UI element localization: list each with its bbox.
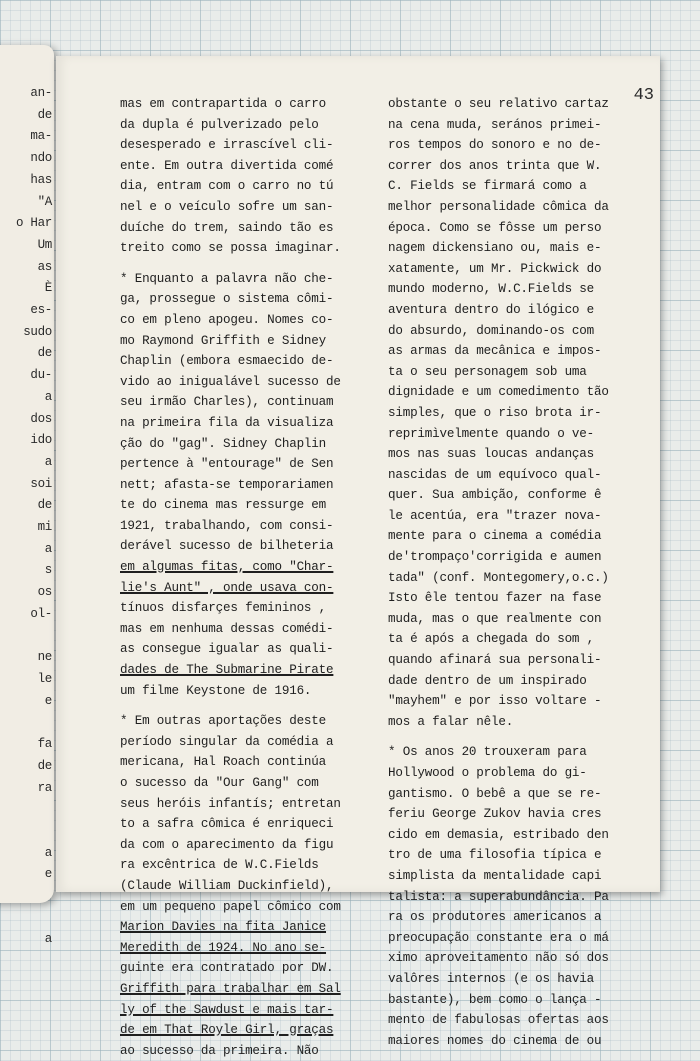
facing-page-fragment: a [44, 541, 52, 556]
text-line: * Em outras aportações deste [120, 714, 327, 729]
text-line: vido ao inigualável sucesso de [120, 374, 341, 389]
text-line: guinte era contratado por DW. [120, 961, 334, 976]
text-line: as armas da mecânica e impos- [388, 344, 602, 359]
facing-page-text-fragments [2, 83, 52, 951]
facing-page-fragment: a [44, 932, 52, 947]
facing-page-fragment: de [37, 107, 52, 122]
text-line: dia, entram com o carro no tú [120, 179, 334, 194]
facing-page-fragment: e [44, 693, 52, 708]
facing-page-fragment: os [37, 585, 52, 600]
facing-page-fragment [2, 626, 52, 648]
text-line: co em pleno apogeu. Nomes co- [120, 312, 334, 327]
text-line: ao sucesso da primeira. Não [120, 1043, 319, 1058]
facing-page-edge [0, 45, 54, 947]
text-line: Hollywood o problema do gi- [388, 766, 587, 780]
text-line: simples, que o riso brota ir- [388, 405, 602, 420]
facing-page-fragment: ndo [30, 151, 52, 166]
facing-page-fragment: ido [30, 433, 52, 448]
facing-page-fragment: Um [37, 237, 52, 252]
text-line: duíche do trem, saindo tão es [120, 220, 334, 235]
facing-page-fragment: es- [30, 303, 52, 318]
text-line: ta é após a chegada do som , [388, 632, 595, 647]
text-line: 1921, trabalhando, com consi- [120, 518, 334, 533]
text-line: dade dentro de um inspirado [388, 673, 587, 688]
text-line: reprimìvelmente quando o ve- [388, 426, 595, 441]
text-line: de em That Royle Girl, graças [120, 1023, 334, 1038]
text-line: cido em demasia, estribado den [388, 827, 609, 842]
text-line: período singular da comédia a [120, 734, 334, 749]
text-line: ta o seu personagem sob uma [388, 364, 587, 379]
facing-page-fragment: o Har [15, 216, 52, 231]
text-line: na primeira fila da visualiza [120, 415, 334, 430]
typewritten-page [56, 56, 660, 1058]
facing-page-fragment: dos [30, 411, 52, 426]
text-line: Chaplin (embora esmaecido de- [120, 354, 334, 369]
page-number: 43 [633, 86, 654, 105]
text-line: (Claude William Duckinfield), [120, 878, 334, 893]
facing-page-fragment: mi [37, 520, 52, 535]
text-line: simplista da mentalidade capi [388, 868, 602, 883]
text-line: * Enquanto a palavra não che- [120, 271, 334, 286]
text-line: melhor personalidade cômica da [388, 199, 609, 214]
text-line: desesperado e irrascível cli- [120, 138, 334, 153]
text-line: na cena muda, serános primei- [388, 117, 602, 132]
text-line: mos a falar nêle. [388, 714, 514, 729]
text-line: quando afinará sua personali- [388, 653, 602, 668]
text-line: um filme Keystone de 1916. [120, 683, 312, 698]
facing-page-fragment: soi [30, 476, 52, 491]
facing-page-fragment: È [44, 281, 52, 296]
text-line: correr dos anos trinta que W. [388, 158, 602, 173]
facing-page-fragment: sudo [23, 324, 52, 339]
text-line: ly of the Sawdust e mais tar- [120, 1002, 334, 1017]
text-line: nett; afasta-se temporariamen [120, 477, 334, 492]
text-line: dades de The Submarine Pirate [120, 663, 334, 678]
text-line: em um pequeno papel cômico com [120, 899, 341, 914]
text-line: de'trompaço'corrigida e aumen [388, 550, 602, 565]
text-line: tínuos disfarçes femininos , [120, 601, 327, 616]
text-line: mericana, Hal Roach continúa [120, 755, 327, 770]
text-line: "mayhem" e por isso voltare - [388, 694, 602, 709]
facing-page-fragment: de [37, 346, 52, 361]
right-text-column [388, 94, 632, 1051]
text-line: le acentúa, era "trazer nova- [388, 508, 602, 523]
facing-page-fragment: ne [37, 650, 52, 665]
facing-page-fragment: an- [30, 86, 52, 100]
facing-page-fragment [2, 886, 52, 908]
text-line: quer. Sua ambição, conforme ê [388, 488, 602, 503]
text-line: mos nas suas loucas andanças [388, 447, 595, 462]
text-line: nel e o veículo sofre um san- [120, 199, 334, 214]
facing-page-fragment: e [44, 867, 52, 882]
facing-page-fragment: ra [37, 780, 52, 795]
text-line: seus heróis infantís; entretan [120, 796, 341, 811]
text-line: tada" (conf. Montegomery,o.c.) [388, 570, 609, 585]
text-line: mundo moderno, W.C.Fields se [388, 282, 595, 297]
text-line: mente para o cinema a comédia [388, 529, 602, 544]
left-text-column [120, 94, 372, 1061]
text-line: gantismo. O bebê a que se re- [388, 786, 602, 801]
text-line: maiores nomes do cinema de ou [388, 1033, 602, 1048]
text-line: aventura dentro do ilógico e [388, 302, 595, 317]
facing-page-fragment [2, 821, 52, 843]
text-line: nascidas de um equívoco qual- [388, 467, 602, 482]
text-line: ção do "gag". Sidney Chaplin [120, 436, 327, 451]
text-line: xatamente, um Mr. Pickwick do [388, 261, 602, 276]
facing-page-fragment: a [44, 454, 52, 469]
text-line: mento de fabulosas ofertas aos [388, 1013, 609, 1028]
facing-page-fragment [2, 799, 52, 821]
text-line: as consegue igualar as quali- [120, 642, 334, 657]
text-line: Marion Davies na fita Janice [120, 920, 327, 935]
facing-page-fragment: ol- [30, 606, 52, 621]
facing-page-fragment: s [44, 563, 52, 578]
text-line: te do cinema mas ressurge em [120, 498, 327, 513]
facing-page-fragment [2, 712, 52, 734]
text-line: mo Raymond Griffith e Sidney [120, 333, 327, 348]
text-line: do absurdo, dominando-os com [388, 323, 595, 338]
text-line: em algumas fitas, como "Char- [120, 560, 334, 575]
text-line: da com o aparecimento da figu [120, 837, 334, 852]
facing-page-fragment: a [44, 845, 52, 860]
facing-page-fragment: has [30, 172, 52, 187]
text-line: to a safra cômica é enriqueci [120, 817, 334, 832]
text-line: dignidade e um comedimento tão [388, 385, 609, 400]
facing-page-fragment: as [37, 259, 52, 274]
text-line: o sucesso da "Our Gang" com [120, 776, 319, 790]
text-line: bastante), bem como o lança - [388, 992, 602, 1007]
text-line: Griffith para trabalhar em Sal [120, 981, 341, 996]
facing-page-fragment: "A [37, 194, 52, 209]
text-line: mas em nenhuma dessas comédi- [120, 621, 334, 636]
text-line: ga, prossegue o sistema cômi- [120, 292, 334, 307]
text-line: Isto êle tentou fazer na fase [388, 591, 602, 606]
facing-page-fragment: du- [30, 368, 52, 383]
facing-page-fragment: ma- [30, 129, 52, 144]
facing-page-fragment: de [37, 498, 52, 513]
text-line: treito como se possa imaginar. [120, 241, 341, 256]
text-line: da dupla é pulverizado pelo [120, 117, 319, 132]
text-line: valôres internos (e os havia [388, 971, 595, 986]
text-line: tro de uma filosofia típica e [388, 848, 602, 863]
facing-page-fragment: de [37, 758, 52, 773]
facing-page-fragment: le [37, 671, 52, 686]
text-line: * Os anos 20 trouxeram para [388, 745, 587, 760]
text-line: ra excêntrica de W.C.Fields [120, 858, 319, 873]
text-line: C. Fields se firmará como a [388, 179, 587, 194]
facing-page-fragment: fa [37, 737, 52, 752]
text-line: derável sucesso de bilheteria [120, 539, 334, 554]
facing-page-fragment [2, 908, 52, 930]
text-line: nagem dickensiano ou, mais e- [388, 241, 602, 256]
facing-page-fragment: a [44, 389, 52, 404]
text-line: ximo aproveitamento não só dos [388, 951, 609, 966]
text-line: obstante o seu relativo cartaz [388, 97, 609, 111]
text-line: época. Como se fôsse um perso [388, 220, 602, 235]
text-line: lie's Aunt" , onde usava con- [120, 580, 334, 595]
text-line: ra os produtores americanos a [388, 910, 602, 925]
text-line: feriu George Zukov havia cres [388, 807, 602, 822]
text-line: talista: a superabundância. Pa [388, 889, 609, 904]
text-line: ros tempos do sonoro e no de- [388, 138, 602, 153]
text-line: Meredith de 1924. No ano se- [120, 940, 327, 955]
text-line: mas em contrapartida o carro [120, 97, 327, 111]
text-line: ente. Em outra divertida comé [120, 158, 334, 173]
text-line: seu irmão Charles), continuam [120, 395, 334, 410]
text-line: muda, mas o que realmente con [388, 611, 602, 626]
text-line: preocupação constante era o má [388, 930, 609, 945]
text-line: pertence à "entourage" de Sen [120, 457, 334, 472]
